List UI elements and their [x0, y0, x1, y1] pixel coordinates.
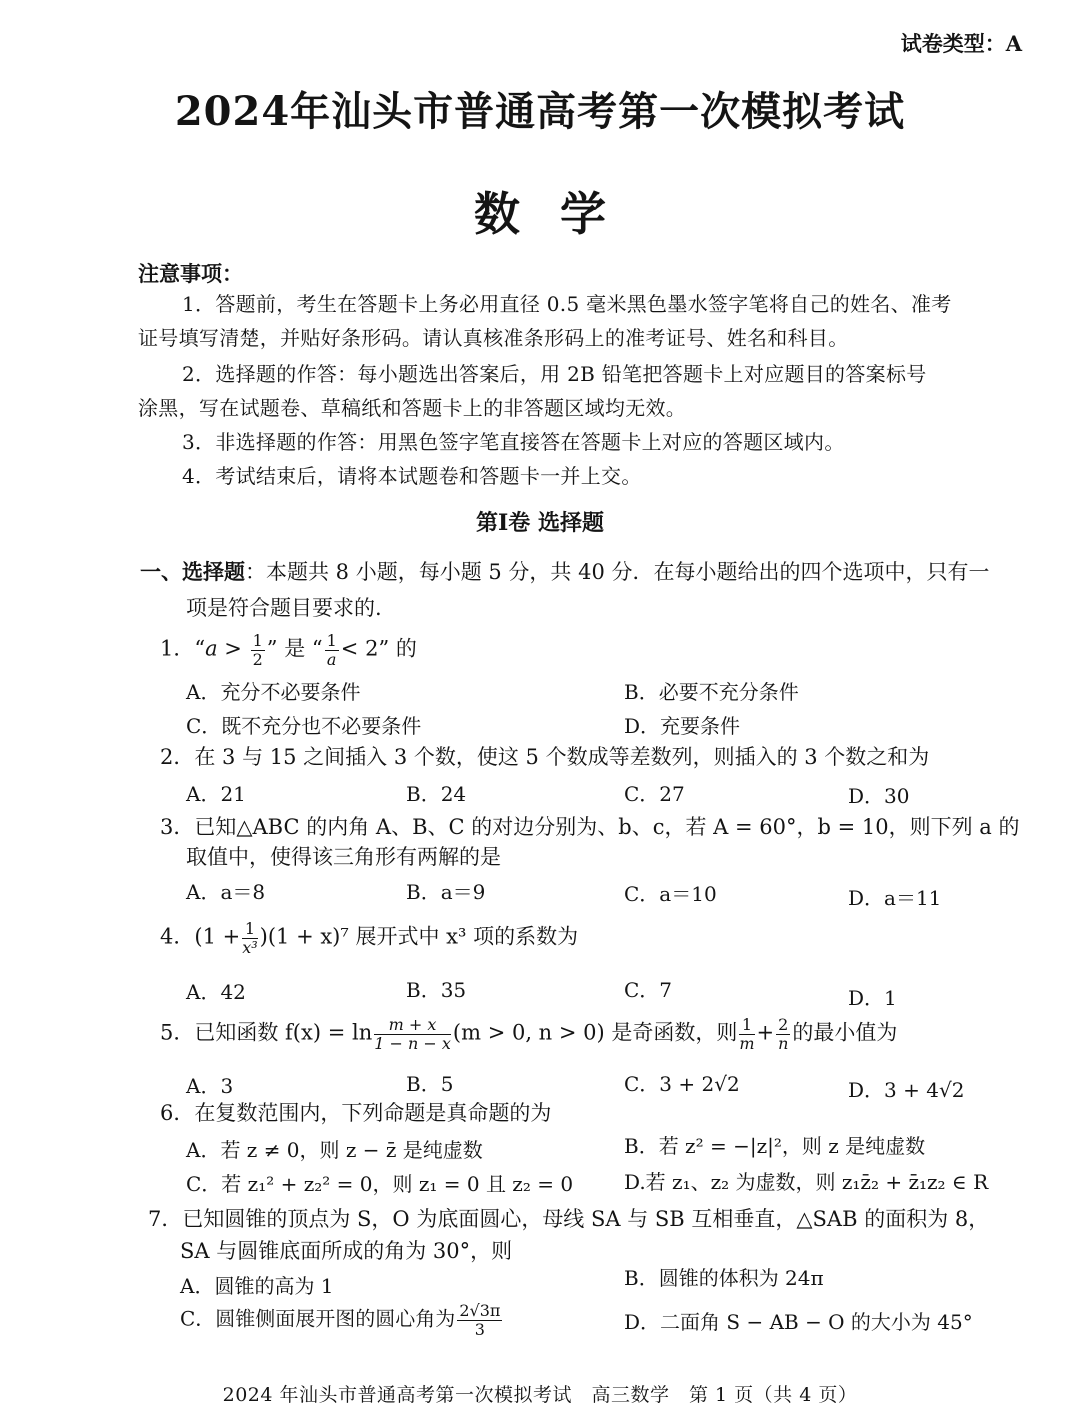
q5-log-fraction	[374, 1016, 451, 1052]
notice-heading: 注意事项：	[138, 261, 243, 286]
q7-option-c	[180, 1302, 504, 1338]
q5-f1-den: m	[739, 1033, 755, 1053]
question-7-stem-line-1: 7．已知圆锥的顶点为 S，O 为底面圆心，母线 SA 与 SB 互相垂直，△SAB 的面积为 8，	[148, 1207, 990, 1231]
q5-fraction-2	[776, 1016, 790, 1052]
q1-half-fraction	[251, 632, 265, 668]
section-heading: 第Ⅰ卷 选择题	[476, 510, 604, 536]
q1-inverse-fraction	[325, 632, 339, 668]
part-heading	[140, 556, 990, 586]
q2-option-b: B．24	[406, 782, 467, 806]
q5-prefix: 5．已知函数 f(x) = ln	[160, 1020, 373, 1045]
q7-c-fraction	[457, 1302, 502, 1338]
notice-item-4: 4．考试结束后，请将本试题卷和答题卡一并上交。	[182, 464, 642, 488]
q4-rest: )(1 + x)⁷ 展开式中 x³ 项的系数为	[259, 924, 579, 949]
q2-option-a: A．21	[186, 782, 246, 806]
q5-suffix: 的最小值为	[792, 1020, 898, 1045]
question-2-stem: 2．在 3 与 15 之间插入 3 个数，使这 5 个数成等差数列，则插入的 3 个数之和为	[160, 745, 930, 769]
q5-frac-num: m + x	[374, 1016, 451, 1035]
q4-fraction	[242, 920, 257, 956]
notice-item-2-line-1: 2．选择题的作答：每小题选出答案后，用 2B 铅笔把答题卡上对应题目的答案标号	[182, 362, 927, 386]
q6-option-a: A．若 z ≠ 0，则 z − z̄ 是纯虚数	[186, 1138, 483, 1162]
q1-a-gt: a >	[205, 636, 242, 661]
notice-item-1-line-2: 证号填写清楚，并贴好条形码。请认真核准条形码上的准考证号、姓名和科目。	[138, 326, 849, 350]
q5-f1-num: 1	[739, 1016, 754, 1035]
q4-option-d: D．1	[848, 986, 897, 1010]
q3-option-c: C．a＝10	[624, 882, 717, 906]
question-3-stem-line-2: 取值中，使得该三角形有两解的是	[186, 845, 501, 869]
q4-frac-num: 1	[242, 920, 257, 939]
part-label: 一、选择题	[140, 559, 245, 584]
notice-item-2-line-2: 涂黑，写在试题卷、草稿纸和答题卡上的非答题区域均无效。	[138, 396, 687, 420]
q4-option-b: B．35	[406, 978, 467, 1002]
paper-type-label: 试卷类型：A	[900, 31, 1022, 56]
question-6-stem: 6．在复数范围内，下列命题是真命题的为	[160, 1101, 552, 1125]
q5-option-c: C．3 + 2√2	[624, 1072, 740, 1096]
q2-option-d: D．30	[848, 784, 910, 808]
q5-f2-den: n	[778, 1033, 789, 1053]
q4-open: (1 +	[194, 924, 241, 949]
q7-option-d: D．二面角 S − AB − O 的大小为 45°	[624, 1310, 973, 1334]
q5-condition: (m > 0, n > 0) 是奇函数，则	[452, 1020, 738, 1045]
notice-item-3: 3．非选择题的作答：用黑色签字笔直接答在答题卡上对应的答题区域内。	[182, 430, 845, 454]
notice-item-1-line-1: 1．答题前，考生在答题卡上务必用直径 0.5 毫米黑色墨水签字笔将自己的姓名、准考	[182, 292, 952, 316]
q1-inv-num: 1	[326, 631, 337, 650]
q1-prefix: 1．“	[160, 636, 206, 661]
q1-option-c: C．既不充分也不必要条件	[186, 714, 422, 738]
q7-option-a: A．圆锥的高为 1	[180, 1274, 334, 1298]
q7-c-prefix: C．圆锥侧面展开图的圆心角为	[180, 1306, 456, 1331]
q1-mid: ” 是 “	[266, 636, 323, 661]
q5-plus: +	[756, 1020, 775, 1045]
question-1-stem	[160, 632, 417, 668]
q1-half-num: 1	[252, 631, 263, 650]
q1-option-a: A．充分不必要条件	[186, 680, 361, 704]
q4-prefix: 4．	[160, 924, 195, 949]
q3-option-a: A．a＝8	[186, 880, 266, 904]
subject-title: 数学	[474, 187, 646, 241]
q1-inv-den: a	[326, 649, 337, 669]
q7-option-b: B．圆锥的体积为 24π	[624, 1266, 824, 1290]
q5-f2-num: 2	[778, 1015, 789, 1034]
q6-option-d: D.若 z₁、z₂ 为虚数，则 z₁z̄₂ + z̄₁z₂ ∈ R	[624, 1170, 989, 1194]
q7-c-den: 3	[474, 1319, 485, 1339]
question-3-stem-line-1: 3．已知△ABC 的内角 A、B、C 的对边分别为、b、c，若 A = 60°，b = 10，则下列 a 的	[160, 815, 1020, 839]
exam-title: 2024年汕头市普通高考第一次模拟考试	[174, 88, 906, 135]
q5-fraction-1	[739, 1016, 754, 1052]
q5-option-a: A．3	[186, 1074, 234, 1098]
q4-option-a: A．42	[186, 980, 246, 1004]
q6-option-c: C．若 z₁² + z₂² = 0，则 z₁ = 0 且 z₂ = 0	[186, 1172, 574, 1196]
q4-option-c: C．7	[624, 978, 673, 1002]
q4-frac-den: x³	[242, 937, 258, 957]
question-5-stem	[160, 1016, 897, 1052]
q5-frac-den: 1 − n − x	[374, 1033, 451, 1053]
q5-option-d: D．3 + 4√2	[848, 1078, 965, 1102]
q1-option-b: B．必要不充分条件	[624, 680, 799, 704]
q5-option-b: B．5	[406, 1072, 454, 1096]
q1-half-den: 2	[252, 649, 263, 669]
question-4-stem	[160, 920, 578, 956]
q1-lt2: < 2	[340, 636, 379, 661]
q7-c-num: 2√3π	[459, 1301, 501, 1320]
part-description: ：本题共 8 小题，每小题 5 分，共 40 分．在每小题给出的四个选项中，只有一	[245, 560, 990, 584]
question-7-stem-line-2: SA 与圆锥底面所成的角为 30°，则	[180, 1239, 513, 1263]
q1-option-d: D．充要条件	[624, 714, 741, 738]
q2-option-c: C．27	[624, 782, 685, 806]
q1-suffix: ” 的	[378, 636, 417, 661]
part-description-line-2: 项是符合题目要求的.	[186, 596, 382, 620]
q3-option-b: B．a＝9	[406, 880, 486, 904]
page-footer: 2024 年汕头市普通高考第一次模拟考试 高三数学 第 1 页（共 4 页）	[222, 1384, 858, 1406]
q3-option-d: D．a＝11	[848, 886, 942, 910]
q6-option-b: B．若 z² = −|z|²，则 z 是纯虚数	[624, 1134, 926, 1158]
